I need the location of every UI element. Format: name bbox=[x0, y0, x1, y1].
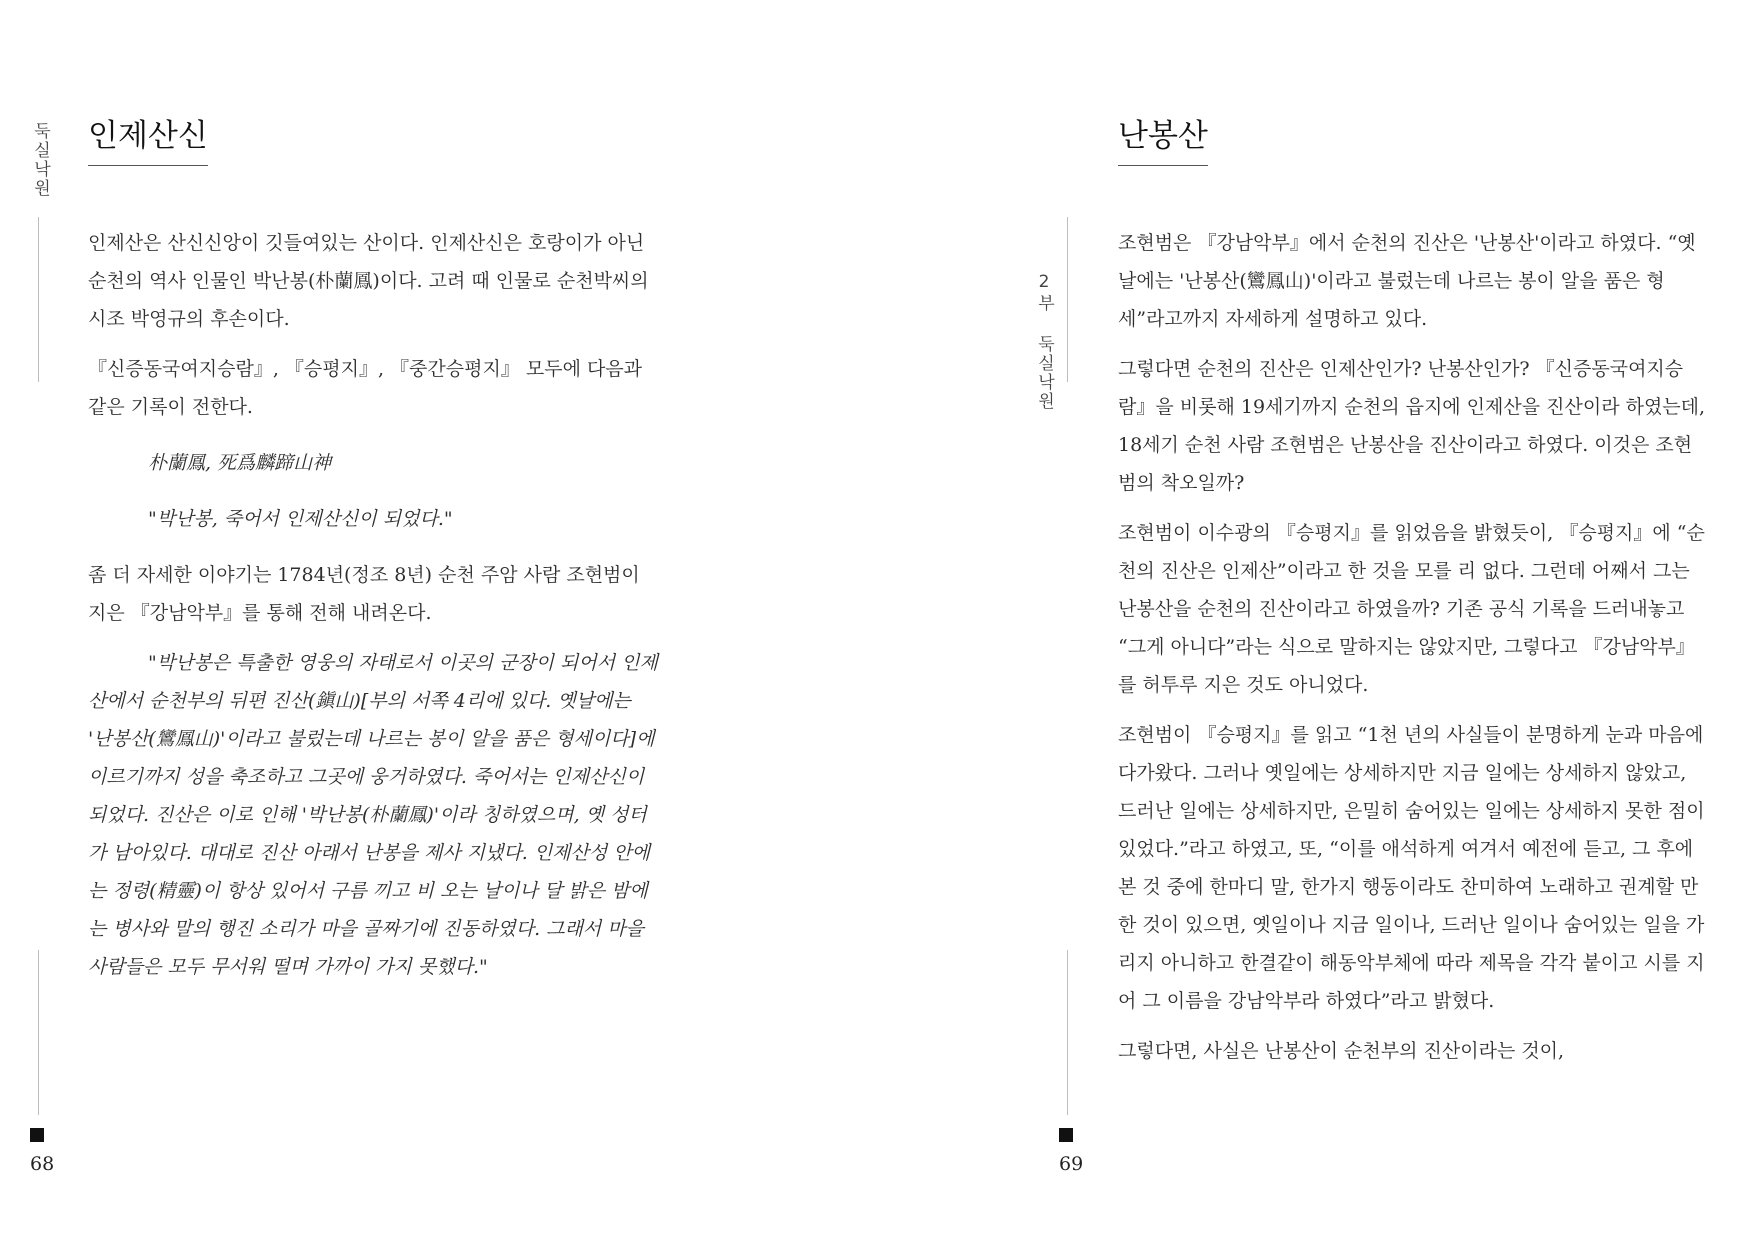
paragraph: 조현범이 이수광의 『승평지』를 읽었음을 밝혔듯이, 『승평지』에 “순천의 진산은 인제산”이라고 한 것을 모를 리 없다. 그런데 어째서 그는 난봉산을 순천의 진산이라고 하였을까? 기존 공식 기록을 드러내놓고 “그게 아니다”라는 식으로 말하지는 않았지만, 그렇다고 『강남악부』를 허투루 지은 것도 아니었다. bbox=[1118, 522, 1705, 696]
right-page bbox=[874, 0, 1748, 1241]
margin-rule-bottom bbox=[1067, 950, 1068, 1115]
running-head-left: 둑실낙원 bbox=[30, 122, 50, 198]
body-text-left bbox=[88, 224, 658, 998]
running-head-right: 2부 둑실낙원 bbox=[1034, 272, 1054, 411]
page-marker-square bbox=[1059, 1128, 1073, 1142]
paragraph: 『신증동국여지승람』, 『승평지』, 『중간승평지』 모두에 다음과 같은 기록이 전한다. bbox=[88, 358, 643, 418]
paragraph: 조현범이 『승평지』를 읽고 “1천 년의 사실들이 분명하게 눈과 마음에 다가왔다. 그러나 옛일에는 상세하지만 지금 일에는 상세하지 않았고, 드러난 일에는 상세하지만, 은밀히 숨어있는 일에는 상세하지 못한 점이 있었다.”라고 하였고, 또, “이를 애석하게 여겨서 예전에 듣고, 그 후에 본 것 중에 한마디 말, 한가지 행동이라도 찬미하여 노래하고 권계할 만한 것이 있으면, 옛일이나 지금 일이나, 드러난 일이나 숨어있는 일을 가리지 아니하고 한결같이 해동악부체에 따라 제목을 각각 붙이고 시를 지어 그 이름을 강남악부라 하였다”라고 밝혔다. bbox=[1118, 724, 1705, 1012]
margin-rule-bottom bbox=[38, 950, 39, 1115]
page-number-left: 68 bbox=[30, 1153, 55, 1175]
body-text-right bbox=[1118, 224, 1708, 1082]
quote-translation: "박난봉, 죽어서 인제산신이 되었다." bbox=[148, 508, 453, 530]
paragraph: 조현범은 『강남악부』에서 순천의 진산은 '난봉산'이라고 하였다. “옛날에는 '난봉산(鸞鳳山)'이라고 불렀는데 나르는 봉이 알을 품은 형세”라고까지 자세하게 설명하고 있다. bbox=[1118, 232, 1696, 330]
margin-rule-top bbox=[38, 217, 39, 382]
paragraph: 인제산은 산신신앙이 깃들여있는 산이다. 인제산신은 호랑이가 아닌 순천의 역사 인물인 박난봉(朴蘭鳳)이다. 고려 때 인물로 순천박씨의 시조 박영규의 후손이다. bbox=[88, 232, 649, 330]
page-number-right: 69 bbox=[1059, 1153, 1084, 1175]
margin-rule-top bbox=[1067, 217, 1068, 382]
section-title-left: 인제산신 bbox=[88, 110, 208, 166]
paragraph: 좀 더 자세한 이야기는 1784년(정조 8년) 순천 주암 사람 조현범이 지은 『강남악부』를 통해 전해 내려온다. bbox=[88, 564, 640, 624]
paragraph: 그렇다면 순천의 진산은 인제산인가? 난봉산인가? 『신증동국여지승람』을 비롯해 19세기까지 순천의 읍지에 인제산을 진산이라 하였는데, 18세기 순천 사람 조현범은 난봉산을 진산이라고 하였다. 이것은 조현범의 착오일까? bbox=[1118, 358, 1706, 494]
long-quote: "박난봉은 특출한 영웅의 자태로서 이곳의 군장이 되어서 인제산에서 순천부의 뒤편 진산(鎭山)[부의 서쪽 4리에 있다. 옛날에는 '난봉산(鸞鳳山)'이라고 불렀는데 나르는 봉이 알을 품은 형세이다]에 이르기까지 성을 축조하고 그곳에 웅거하였다. 죽어서는 인제산신이 되었다. 진산은 이로 인해 '박난봉(朴蘭鳳)'이라 칭하였으며, 옛 성터가 남아있다. 대대로 진산 아래서 난봉을 제사 지냈다. 인제산성 안에는 정령(精靈)이 항상 있어서 구름 끼고 비 오는 날이나 달 밝은 밤에는 병사와 말의 행진 소리가 마을 골짜기에 진동하였다. 그래서 마을 사람들은 모두 무서워 떨며 가까이 가지 못했다." bbox=[88, 652, 658, 978]
page-marker-square bbox=[30, 1128, 44, 1142]
hanja-quote: 朴蘭鳳, 死爲麟蹄山神 bbox=[148, 452, 332, 474]
section-title-right: 난봉산 bbox=[1118, 110, 1208, 166]
left-page bbox=[0, 0, 874, 1241]
paragraph: 그렇다면, 사실은 난봉산이 순천부의 진산이라는 것이, bbox=[1118, 1040, 1565, 1062]
